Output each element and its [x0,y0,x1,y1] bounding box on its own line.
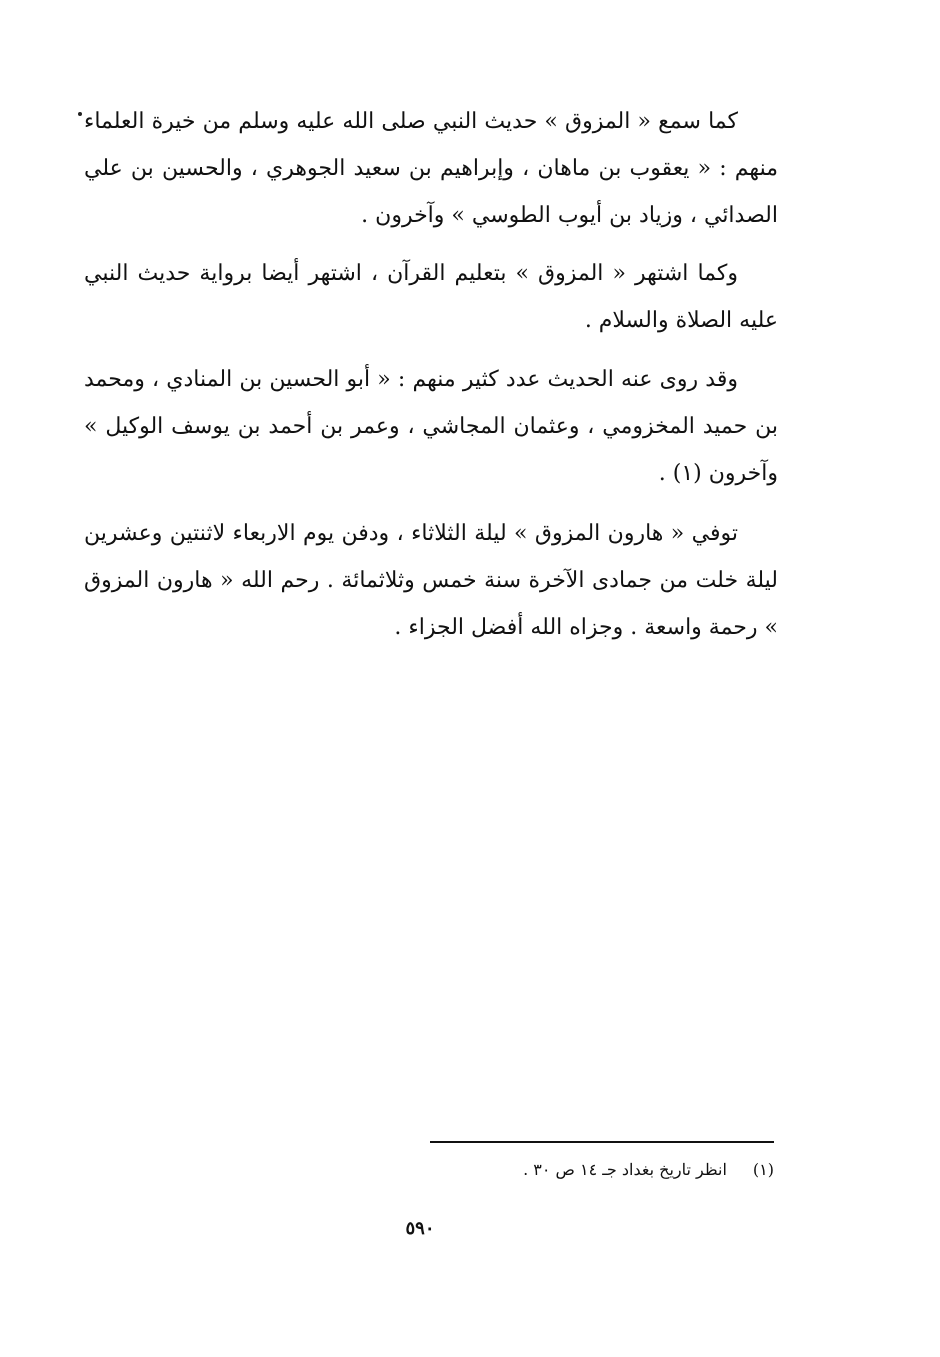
page-number: ٥٩٠ [405,1218,435,1239]
scan-speck [78,112,82,116]
footnote-text: انظر تاريخ بغداد جـ ١٤ ص ٣٠ . [523,1160,727,1179]
footnote-marker: (١) [752,1160,774,1179]
footnote-divider [430,1141,774,1143]
paragraph-narrators: وقد روى عنه الحديث عدد كثير منهم : « أبو الحسين بن المنادي ، ومحمد بن حميد المخزومي ، وعثمان المجاشي ، وعمر بن أحمد بن يوسف الوكيل » وآخرون (١) . [84,367,778,486]
footnote [430,1158,774,1182]
paragraph-death: توفي « هارون المزوق » ليلة الثلاثاء ، ودفن يوم الاربعاء لاثنتين وعشرين ليلة خلت من جمادى الآخرة سنة خمس وثلاثمائة . رحم الله « هارون المزوق » رحمة واسعة . وجزاه الله أفضل الجزاء . [84,521,778,640]
paragraph-quran-teaching: وكما اشتهر « المزوق » بتعليم القرآن ، اشتهر أيضا برواية حديث النبي عليه الصلاة والسلام . [84,261,778,333]
paragraph-students-heard: كما سمع « المزوق » حديث النبي صلى الله عليه وسلم من خيرة العلماء منهم : « يعقوب بن ماهان ، وإبراهيم بن سعيد الجوهري ، والحسين بن علي الصدائي ، وزياد بن أيوب الطوسي » وآخرون . [84,109,778,228]
